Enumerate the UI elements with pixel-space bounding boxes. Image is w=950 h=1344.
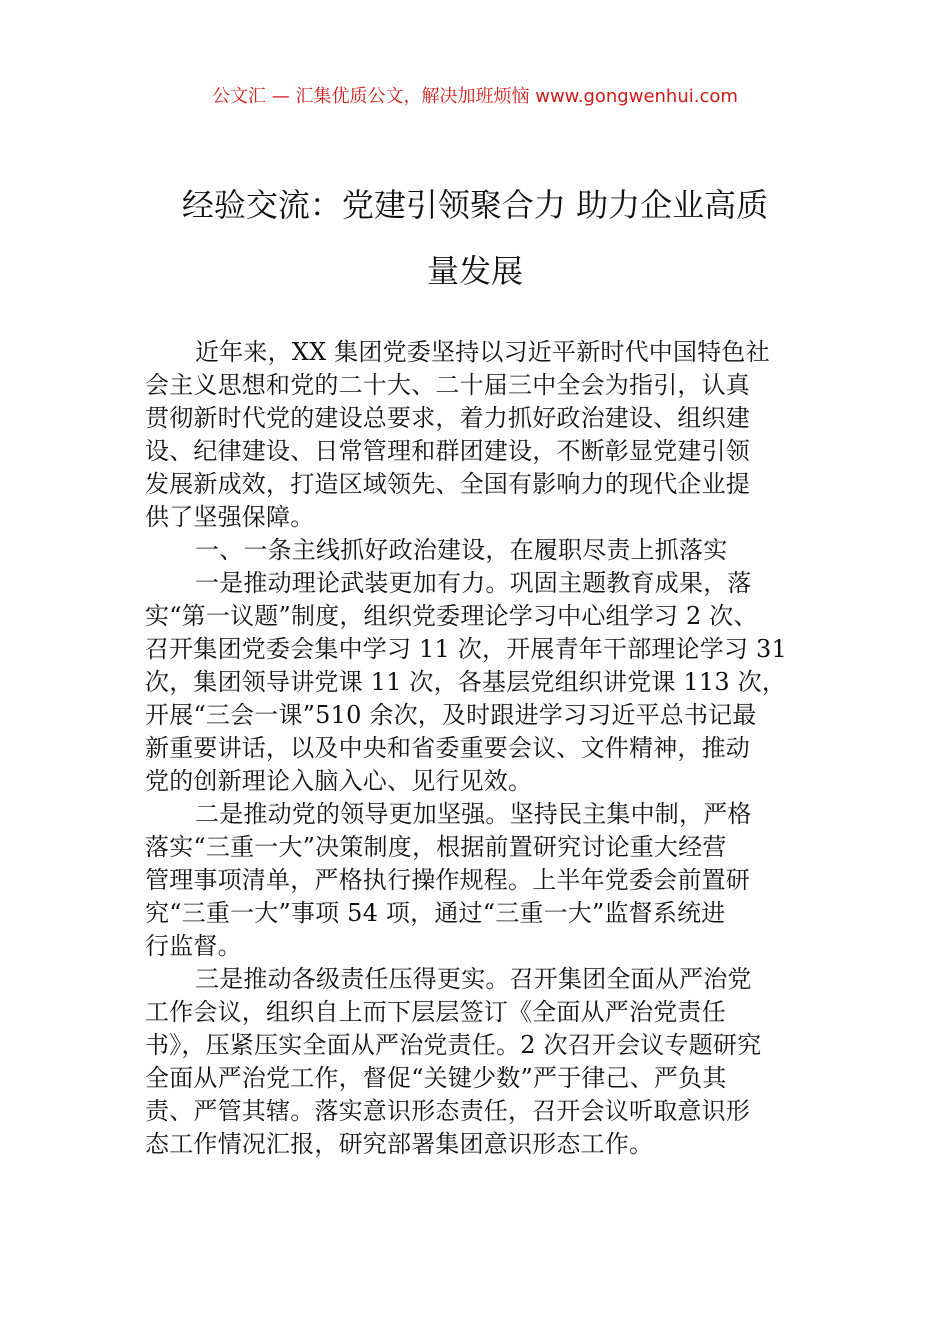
paragraph-responsibility [145,963,807,1161]
text-line: 落实“三重一大”决策制度，根据前置研究讨论重大经营 [145,833,727,861]
text-line: 新重要讲话，以及中央和省委重要会议、文件精神，推动 [145,734,750,762]
text-line: 贯彻新时代党的建设总要求，着力抓好政治建设、组织建 [145,404,750,432]
text-line: 发展新成效，打造区域领先、全国有影响力的现代企业提 [145,470,750,498]
paragraph-intro [145,336,807,534]
text-line: 全面从严治党工作，督促“关键少数”严于律己、严负其 [145,1064,727,1092]
text-line: 三是推动各级责任压得更实。召开集团全面从严治党 [195,965,752,993]
text-line: 次，集团领导讲党课 11 次，各基层党组织讲党课 113 次， [145,668,787,696]
document-title [145,172,805,304]
text-line: 工作会议，组织自上而下层层签订《全面从严治党责任 [145,998,726,1026]
text-line: 书》，压紧压实全面从严治党责任。2 次召开会议专题研究 [145,1031,762,1059]
text-line: 一是推动理论武装更加有力。巩固主题教育成果，落 [195,569,752,597]
text-line: 行监督。 [145,932,242,960]
section-heading [145,534,807,567]
paragraph-leadership [145,798,807,963]
text-line: 究“三重一大”事项 54 项，通过“三重一大”监督系统进 [145,899,726,927]
text-line: 会主义思想和党的二十大、二十届三中全会为指引，认真 [145,371,750,399]
text-line: 一、一条主线抓好政治建设，在履职尽责上抓落实 [195,536,728,564]
site-header-banner: 公文汇 — 汇集优质公文，解决加班烦恼 www.gongwenhui.com [212,86,738,107]
title-line: 量发展 [426,252,523,290]
text-line: 二是推动党的领导更加坚强。坚持民主集中制，严格 [195,800,752,828]
text-line: 开展“三会一课”510 余次，及时跟进学习习近平总书记最 [145,701,757,729]
text-line: 近年来，XX 集团党委坚持以习近平新时代中国特色社 [195,338,770,366]
text-line: 设、纪律建设、日常管理和群团建设，不断彰显党建引领 [145,437,750,465]
text-line: 党的创新理论入脑入心、见行见效。 [145,767,533,795]
text-line: 供了坚强保障。 [145,503,315,531]
paragraph-theory [145,567,807,798]
text-line: 责、严管其辖。落实意识形态责任，召开会议听取意识形 [145,1097,750,1125]
text-line: 召开集团党委会集中学习 11 次，开展青年干部理论学习 31 [145,635,787,663]
document-body [145,336,807,1161]
text-line: 管理事项清单，严格执行操作规程。上半年党委会前置研 [145,866,750,894]
text-line: 实“第一议题”制度，组织党委理论学习中心组学习 2 次、 [145,602,758,630]
title-line: 经验交流：党建引领聚合力 助力企业高质 [181,186,769,224]
text-line: 态工作情况汇报，研究部署集团意识形态工作。 [145,1130,654,1158]
